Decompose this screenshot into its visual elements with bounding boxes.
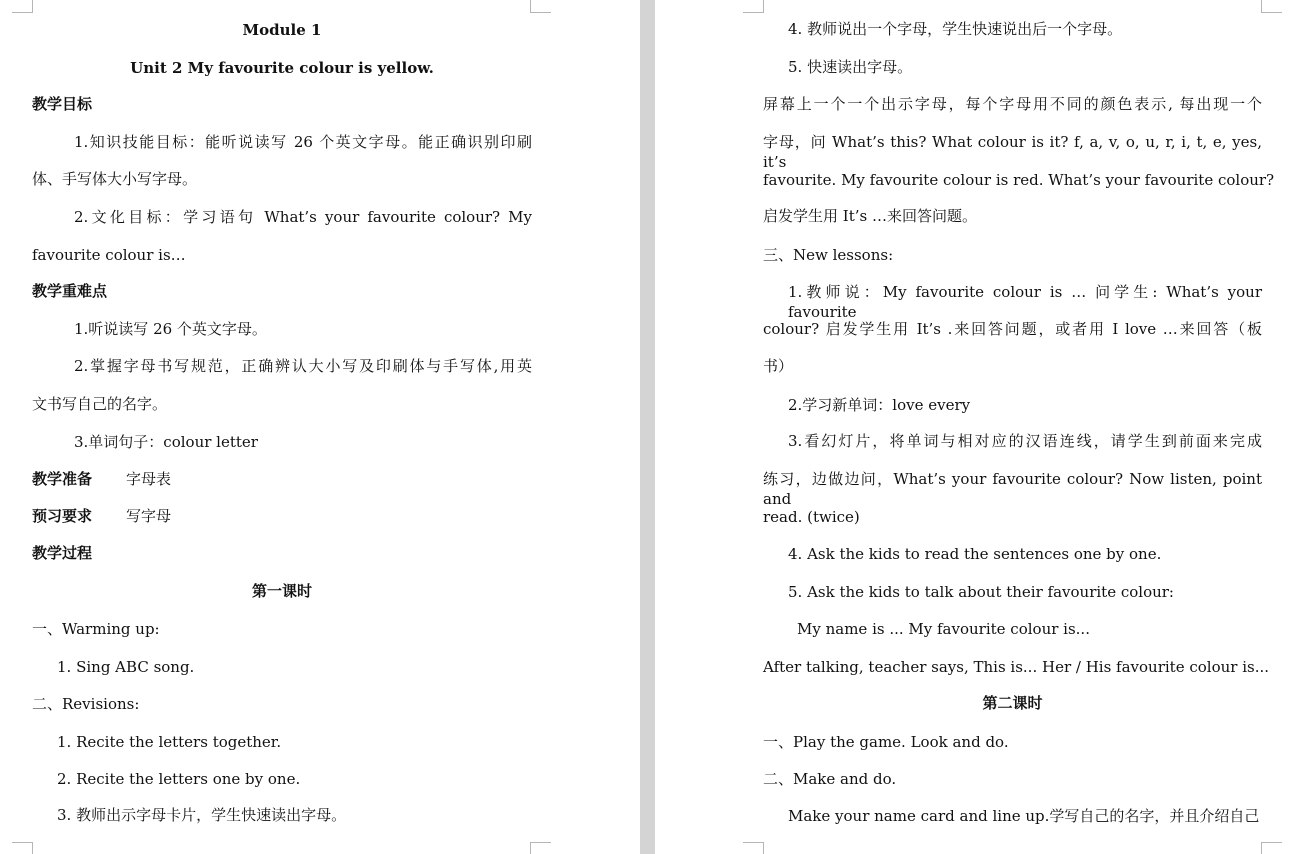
new-lesson-item-5: 5. Ask the kids to talk about their favourite colour: — [788, 583, 1174, 601]
process-heading: 教学过程 — [32, 544, 93, 562]
prep-label: 教学准备 — [32, 470, 93, 488]
lesson-1-title: 第一课时 — [251, 582, 312, 600]
new-lessons-heading: 三、New lessons: — [763, 246, 894, 264]
key-point-2-line-2: 文书写自己的名字。 — [32, 395, 168, 413]
preview-value: 写字母 — [126, 507, 172, 525]
prep-value: 字母表 — [126, 470, 172, 488]
preview-label: 预习要求 — [32, 507, 93, 525]
new-lesson-item-3-line-1: 3.看幻灯片，将单词与相对应的汉语连线，请学生到前面来完成 — [788, 432, 1262, 450]
unit-title: Unit 2 My favourite colour is yellow. — [130, 59, 434, 77]
new-lesson-item-1-line-3: 书） — [763, 357, 794, 375]
margin-corner-mark — [743, 842, 764, 854]
new-lesson-item-4: 4. Ask the kids to read the sentences one by one. — [788, 545, 1162, 563]
margin-corner-mark — [12, 0, 33, 13]
objective-2-line-1: 2.文化目标：学习语句 What’s your favourite colour? My — [74, 208, 532, 226]
new-lesson-item-3-line-3: read. (twice) — [763, 508, 860, 526]
key-point-3: 3.单词句子：colour letter — [74, 433, 258, 451]
lesson-2-title: 第二课时 — [982, 694, 1043, 712]
objective-1-line-1: 1.知识技能目标：能听说读写 26 个英文字母。能正确识别印刷 — [74, 133, 532, 151]
margin-corner-mark — [1261, 0, 1282, 13]
objective-1-line-2: 体、手写体大小写字母。 — [32, 170, 198, 188]
new-lesson-item-1-line-1: 1.教师说：My favourite colour is … 问学生: What’s your favourite — [788, 283, 1262, 321]
revision-item-2: 2. Recite the letters one by one. — [57, 770, 301, 788]
make-line-1: Make your name card and line up.学写自己的名字，并且介绍自己 — [788, 807, 1260, 825]
warmup-heading: 一、Warming up: — [32, 620, 160, 638]
paragraph-1-line-4: 启发学生用 It’s …来回答问题。 — [763, 207, 977, 225]
objective-2-line-2: favourite colour is… — [32, 246, 186, 264]
revisions-heading: 二、Revisions: — [32, 695, 140, 713]
dialogue-line: My name is ... My favourite colour is... — [797, 620, 1090, 638]
margin-corner-mark — [530, 0, 551, 13]
margin-corner-mark — [530, 842, 551, 854]
revision-item-5: 5. 快速读出字母。 — [788, 58, 913, 76]
objectives-heading: 教学目标 — [32, 95, 93, 113]
document-page-right — [655, 0, 1289, 854]
warmup-item-1: 1. Sing ABC song. — [57, 658, 195, 676]
new-lesson-item-2: 2.学习新单词：love every — [788, 396, 971, 414]
margin-corner-mark — [12, 842, 33, 854]
new-lesson-item-3-line-2: 练习，边做边问，What’s your favourite colour? Now listen, point and — [763, 470, 1262, 508]
key-point-2-line-1: 2.掌握字母书写规范，正确辨认大小写及印刷体与手写体,用英 — [74, 357, 532, 375]
paragraph-1-line-2: 字母，问 What’s this? What colour is it? f, a, v, o, u, r, i, t, e, yes, it’s — [763, 133, 1262, 171]
revision-item-1: 1. Recite the letters together. — [57, 733, 282, 751]
key-point-1: 1.听说读写 26 个英文字母。 — [74, 320, 267, 338]
make-heading: 二、Make and do. — [763, 770, 897, 788]
game-heading: 一、Play the game. Look and do. — [763, 733, 1009, 751]
document-page-left — [0, 0, 640, 854]
module-title: Module 1 — [242, 21, 322, 39]
after-talking-line: After talking, teacher says, This is... Her / His favourite colour is... — [763, 658, 1270, 676]
paragraph-1-line-3: favourite. My favourite colour is red. What’s your favourite colour? — [763, 171, 1275, 189]
revision-item-3: 3. 教师出示字母卡片，学生快速读出字母。 — [57, 806, 347, 824]
margin-corner-mark — [743, 0, 764, 13]
key-points-heading: 教学重难点 — [32, 282, 108, 300]
revision-item-4: 4. 教师说出一个字母，学生快速说出后一个字母。 — [788, 20, 1123, 38]
page-gutter — [640, 0, 655, 854]
margin-corner-mark — [1261, 842, 1282, 854]
paragraph-1-line-1: 屏幕上一个一个出示字母，每个字母用不同的颜色表示, 每出现一个 — [763, 95, 1262, 113]
new-lesson-item-1-line-2: colour? 启发学生用 It’s .来回答问题，或者用 I love …来回答（板 — [763, 320, 1262, 338]
